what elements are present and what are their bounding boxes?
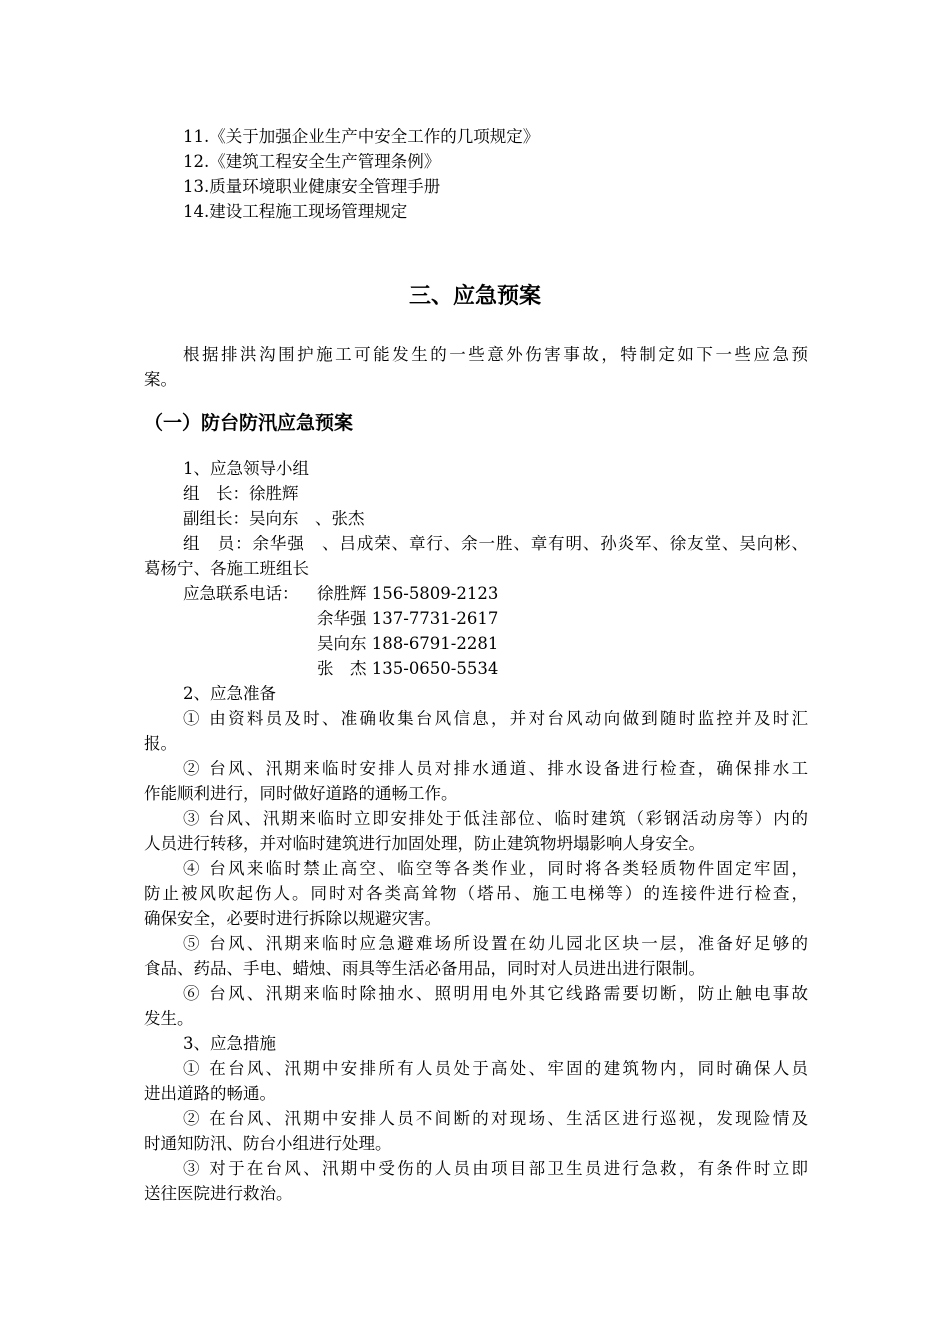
- preparation-item-line: 防止被风吹起伤人。同时对各类高耸物（塔吊、施工电梯等）的连接件进行检查，: [144, 884, 808, 903]
- phone-entry: 徐胜辉 156-5809-2123: [317, 584, 499, 603]
- preparation-item-line: 食品、药品、手电、蜡烛、雨具等生活必备用品，同时对人员进出进行限制。: [144, 959, 705, 978]
- measures-item-line: ③ 对于在台风、汛期中受伤的人员由项目部卫生员进行急救，有条件时立即: [183, 1159, 808, 1178]
- preparation-item-line: 确保安全，必要时进行拆除以规避灾害。: [144, 909, 441, 928]
- reference-item: 13.质量环境职业健康安全管理手册: [183, 177, 441, 196]
- preparation-item-line: 发生。: [144, 1009, 194, 1028]
- measures-item-line: 时通知防汛、防台小组进行处理。: [144, 1134, 392, 1153]
- leadership-heading: 1、应急领导小组: [183, 459, 309, 478]
- subsection-title: （一）防台防汛应急预案: [144, 412, 354, 434]
- reference-item: 11.《关于加强企业生产中安全工作的几项规定》: [183, 127, 540, 146]
- measures-heading: 3、应急措施: [183, 1034, 276, 1053]
- phone-entry: 余华强 137-7731-2617: [317, 609, 499, 628]
- members-line: 葛杨宁、各施工班组长: [144, 559, 309, 578]
- preparation-item-line: ② 台风、汛期来临时安排人员对排水通道、排水设备进行检查，确保排水工: [183, 759, 808, 778]
- measures-item-line: ② 在台风、汛期中安排人员不间断的对现场、生活区进行巡视，发现险情及: [183, 1109, 808, 1128]
- phone-label: 应急联系电话：: [183, 584, 299, 603]
- phone-entry: 吴向东 188-6791-2281: [317, 634, 499, 653]
- preparation-item-line: 人员进行转移，并对临时建筑进行加固处理，防止建筑物坍塌影响人身安全。: [144, 834, 705, 853]
- phone-entry: 张 杰 135-0650-5534: [317, 659, 499, 678]
- measures-item-line: 送往医院进行救治。: [144, 1184, 293, 1203]
- deputy-leader: 副组长：吴向东 、张杰: [183, 509, 365, 528]
- preparation-item-line: ④ 台风来临时禁止高空、临空等各类作业，同时将各类轻质物件固定牢固，: [183, 859, 808, 878]
- reference-item: 12.《建筑工程安全生产管理条例》: [183, 152, 441, 171]
- preparation-item-line: 报。: [144, 734, 177, 753]
- preparation-item-line: ⑥ 台风、汛期来临时除抽水、照明用电外其它线路需要切断，防止触电事故: [183, 984, 808, 1003]
- preparation-heading: 2、应急准备: [183, 684, 276, 703]
- measures-item-line: ① 在台风、汛期中安排所有人员处于高处、牢固的建筑物内，同时确保人员: [183, 1059, 808, 1078]
- members-line: 组 员：余华强 、吕成荣、章行、余一胜、章有明、孙炎军、徐友堂、吴向彬、: [183, 534, 808, 553]
- preparation-item-line: ③ 台风、汛期来临时立即安排处于低洼部位、临时建筑（彩钢活动房等）内的: [183, 809, 808, 828]
- preparation-item-line: ① 由资料员及时、准确收集台风信息，并对台风动向做到随时监控并及时汇: [183, 709, 808, 728]
- reference-item: 14.建设工程施工现场管理规定: [183, 202, 408, 221]
- preparation-item-line: 作能顺利进行，同时做好道路的通畅工作。: [144, 784, 458, 803]
- intro-line: 案。: [144, 370, 177, 389]
- preparation-item-line: ⑤ 台风、汛期来临时应急避难场所设置在幼儿园北区块一层，准备好足够的: [183, 934, 808, 953]
- intro-line: 根据排洪沟围护施工可能发生的一些意外伤害事故，特制定如下一些应急预: [183, 345, 808, 364]
- section-title: 三、应急预案: [408, 284, 541, 309]
- team-leader: 组 长：徐胜辉: [183, 484, 299, 503]
- measures-item-line: 进出道路的畅通。: [144, 1084, 276, 1103]
